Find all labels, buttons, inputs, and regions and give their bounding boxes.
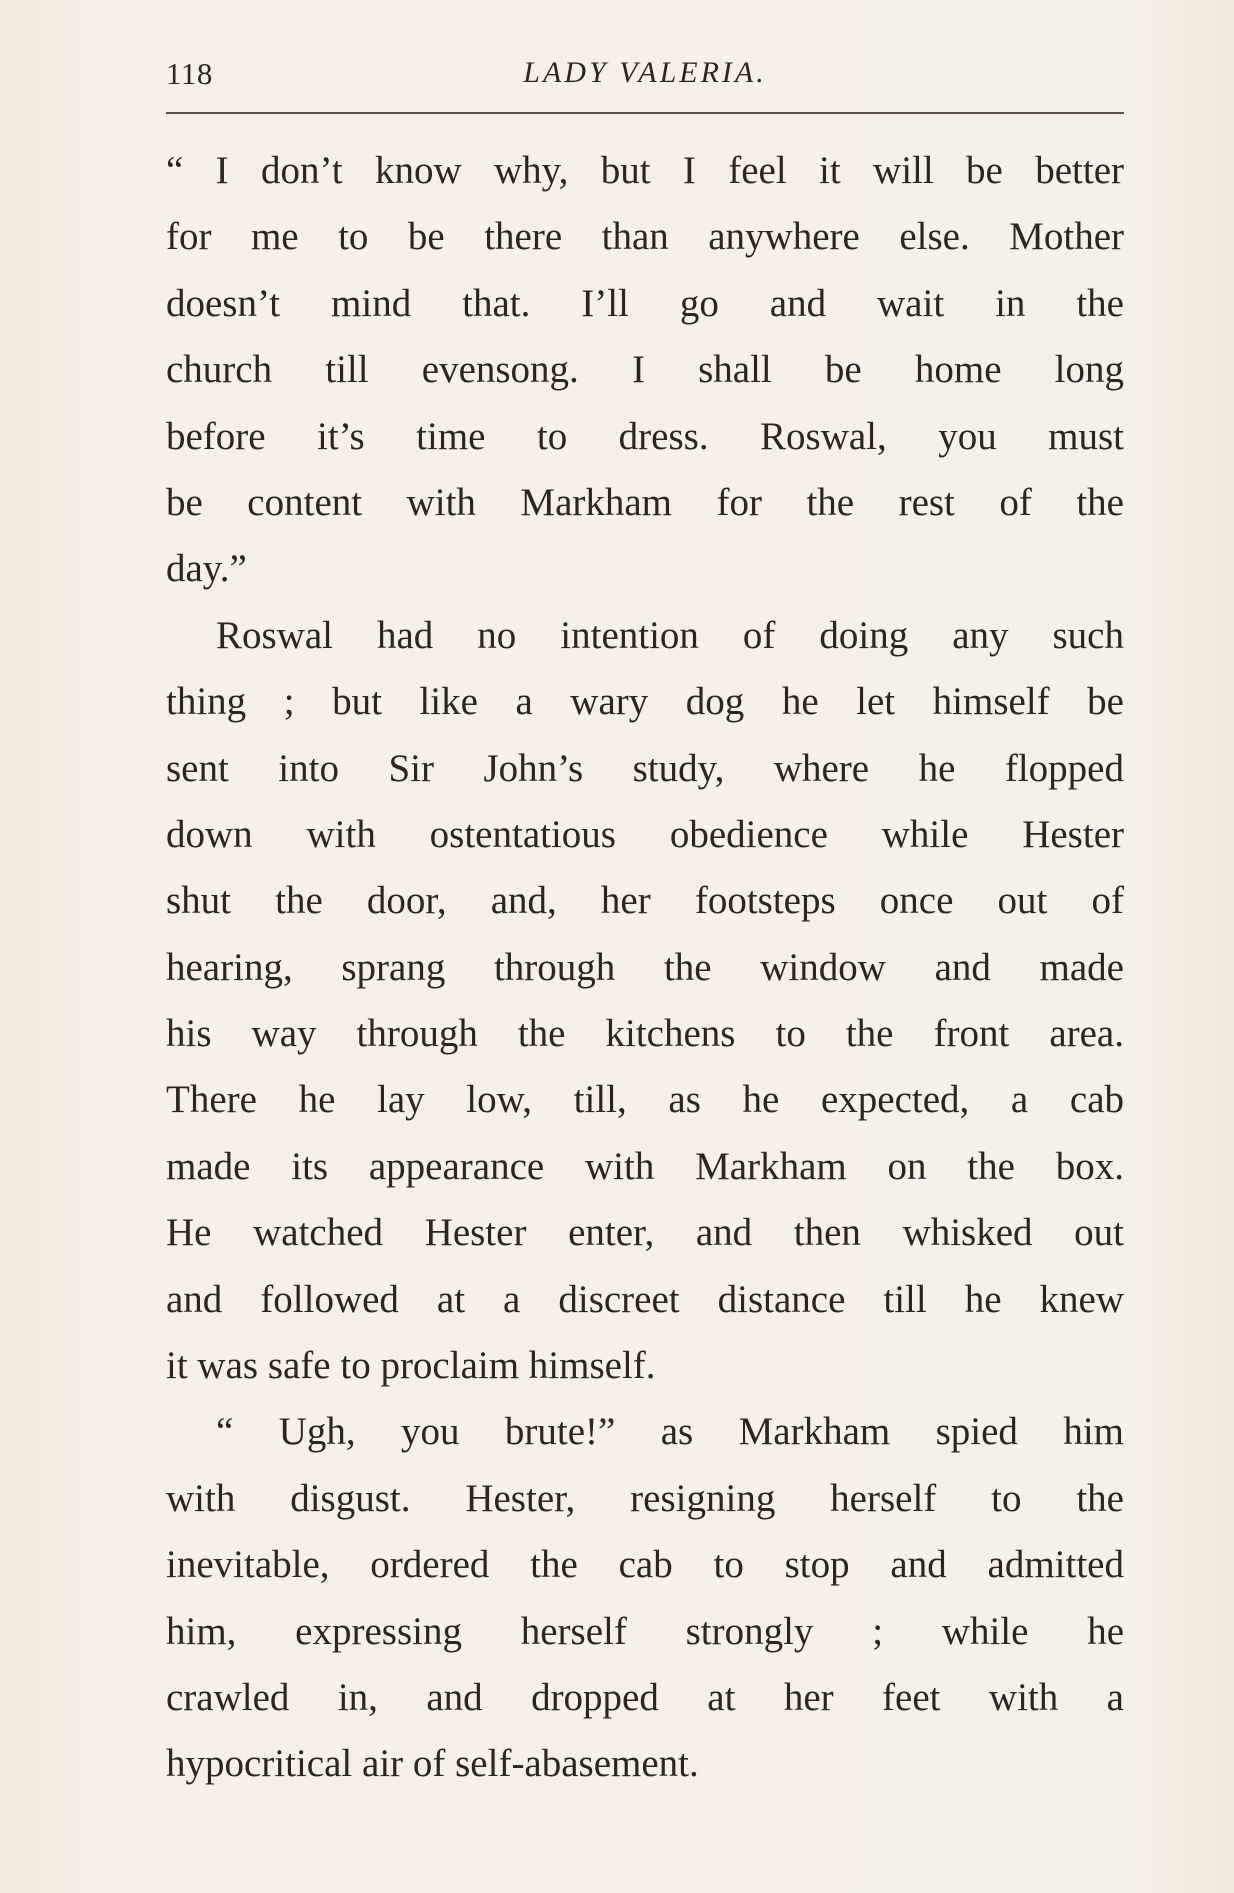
text-line: “ Ugh, you brute!” as Markham spied him [216,1410,1124,1454]
text-line: his way through the kitchens to the front area. [166,1012,1124,1056]
text-line: be content with Markham for the rest of the [166,480,1124,524]
page-header [166,56,1124,96]
text-line: crawled in, and dropped at her feet with a [166,1675,1124,1719]
text-line: thing ; but like a wary dog he let himself be [166,680,1124,724]
text-line: made its appearance with Markham on the box. [166,1144,1124,1188]
text-line: and followed at a discreet distance till he knew [166,1277,1124,1321]
text-line: hearing, sprang through the window and made [166,945,1124,989]
text-line: There he lay low, till, as he expected, a cab [166,1078,1124,1122]
text-line: church till evensong. I shall be home long [166,348,1124,392]
text-line: Roswal had no intention of doing any such [216,613,1124,657]
text-line: for me to be there than anywhere else. Mother [166,215,1124,259]
header-rule [166,112,1124,114]
running-title: LADY VALERIA. [523,56,767,89]
text-line: hypocritical air of self-abasement. [166,1742,699,1786]
text-line: sent into Sir John’s study, where he flopped [166,746,1124,790]
text-line: He watched Hester enter, and then whisked out [166,1211,1124,1255]
text-line: it was safe to proclaim himself. [166,1344,656,1388]
text-line: down with ostentatious obedience while Hester [166,812,1124,856]
text-line: him, expressing herself strongly ; while he [166,1609,1124,1653]
text-line: with disgust. Hester, resigning herself to the [166,1476,1124,1520]
text-line: doesn’t mind that. I’ll go and wait in the [166,281,1124,325]
text-line: inevitable, ordered the cab to stop and admitted [166,1543,1124,1587]
body-text [166,138,1124,1798]
text-line: “ I don’t know why, but I feel it will be better [166,149,1124,192]
page-number: 118 [166,56,213,91]
text-line: shut the door, and, her footsteps once out of [166,879,1124,923]
text-line: day.” [166,547,247,591]
text-line: before it’s time to dress. Roswal, you must [166,414,1124,458]
